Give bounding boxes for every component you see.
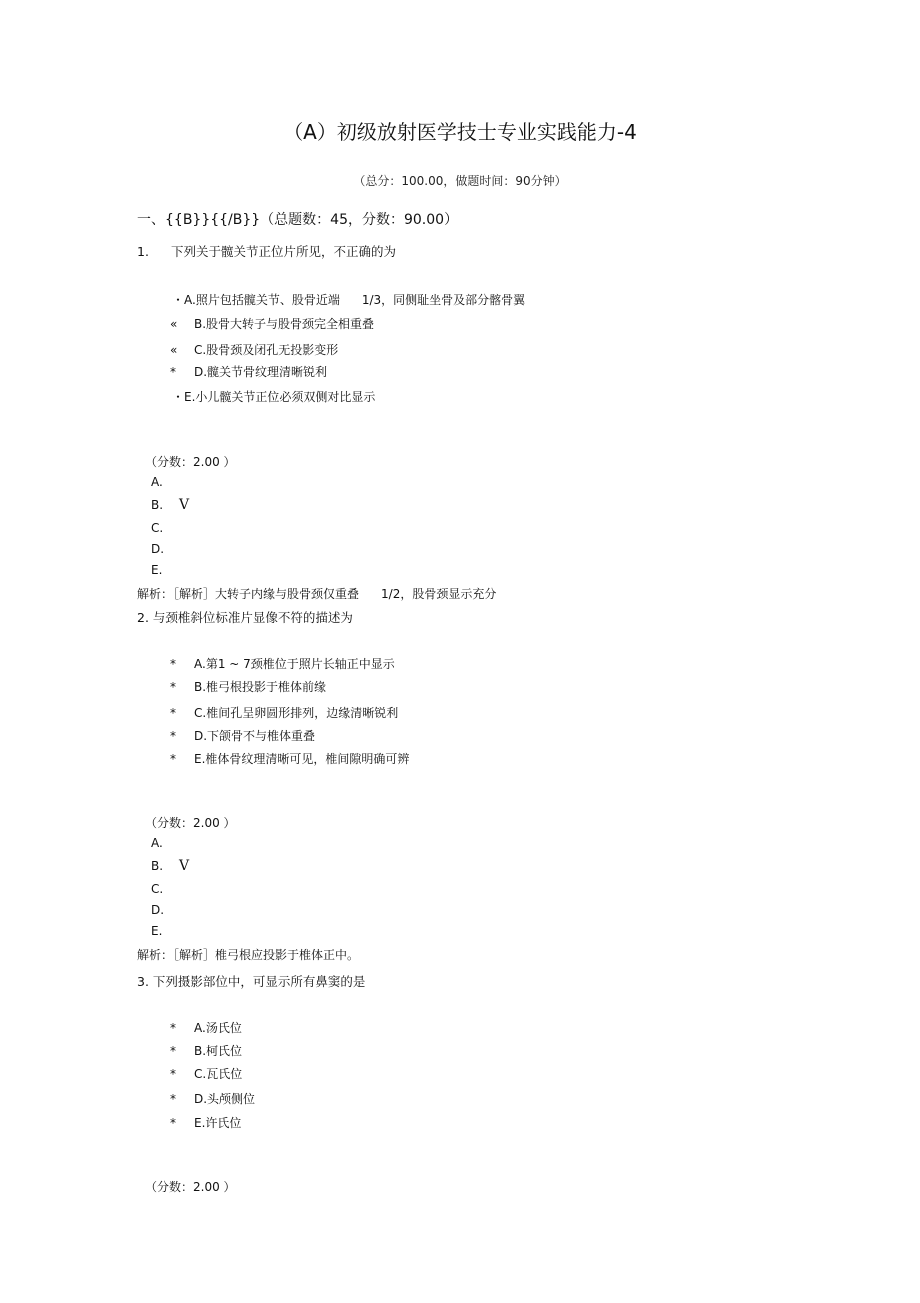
question-1-option-b[interactable] — [170, 315, 374, 332]
question-2-option-e[interactable] — [170, 750, 409, 767]
question-1-text: 下列关于髋关节正位片所见，不正确的为 — [170, 244, 396, 259]
analysis-text: 解析：［解析］大转子内缘与股骨颈仅重叠 — [137, 587, 360, 601]
document-title: （A）初级放射医学技士专业实践能力-4 — [283, 120, 637, 144]
question-1-score: （分数：2.00 ） — [145, 455, 236, 469]
question-1-option-c[interactable] — [170, 341, 338, 358]
question-1-stem — [137, 242, 396, 260]
option-text: D.头颅侧位 — [194, 1092, 256, 1106]
option-bullet: * — [170, 657, 176, 671]
option-text: C.瓦氏位 — [194, 1067, 243, 1081]
option-bullet: * — [170, 680, 176, 694]
question-2-answer-e: E. — [151, 924, 163, 938]
question-1-option-e[interactable] — [172, 388, 375, 405]
question-3-option-c[interactable] — [170, 1065, 242, 1082]
question-2-option-c[interactable] — [170, 704, 398, 721]
question-2-analysis: 解析：［解析］椎弓根应投影于椎体正中。 — [137, 948, 360, 962]
question-2-answer-a: A. — [151, 836, 163, 850]
answer-label: B. — [151, 498, 164, 512]
question-1-answer-b — [151, 497, 189, 513]
option-bullet: ・ — [172, 293, 185, 307]
option-bullet: * — [170, 365, 176, 379]
section-heading: 一、{{B}}{{/B}}（总题数：45，分数：90.00） — [137, 212, 459, 228]
option-bullet: * — [170, 706, 176, 720]
question-2-stem: 2. 与颈椎斜位标准片显像不符的描述为 — [137, 610, 353, 625]
question-1-analysis — [137, 585, 496, 602]
option-bullet: * — [170, 1092, 176, 1106]
option-bullet: * — [170, 1021, 176, 1035]
question-1-option-d[interactable] — [170, 363, 327, 380]
option-text: B.椎弓根投影于椎体前缘 — [194, 680, 327, 694]
option-text-cont: 1/3，同侧耻坐骨及部分髂骨翼 — [361, 293, 526, 307]
question-1-answer-d: D. — [151, 542, 165, 556]
analysis-text-cont: 1/2，股骨颈显示充分 — [381, 587, 497, 601]
document-subtitle: （总分：100.00，做题时间：90分钟） — [353, 174, 567, 188]
option-text: A.汤氏位 — [194, 1021, 242, 1035]
question-3-option-e[interactable] — [170, 1114, 241, 1131]
question-2-answer-d: D. — [151, 903, 165, 917]
option-bullet: « — [170, 317, 178, 331]
question-1-answer-a: A. — [151, 475, 163, 489]
question-2-option-a[interactable] — [170, 655, 395, 672]
option-text: A.照片包括髋关节、股骨近端 — [184, 293, 340, 307]
option-text: D.下颌骨不与椎体重叠 — [194, 729, 316, 743]
question-3-stem: 3. 下列摄影部位中，可显示所有鼻窦的是 — [137, 974, 366, 989]
option-text: D.髋关节骨纹理清晰锐利 — [194, 365, 328, 379]
question-2-answer-c: C. — [151, 882, 164, 896]
question-3-option-b[interactable] — [170, 1042, 242, 1059]
check-mark-icon: V — [179, 497, 190, 513]
option-bullet: * — [170, 1044, 176, 1058]
check-mark-icon: V — [179, 858, 190, 874]
option-bullet: * — [170, 729, 176, 743]
option-text: B.柯氏位 — [194, 1044, 243, 1058]
question-1-number: 1. — [137, 244, 149, 259]
question-2-option-d[interactable] — [170, 727, 315, 744]
question-3-option-d[interactable] — [170, 1090, 255, 1107]
question-1-answer-c: C. — [151, 521, 164, 535]
option-bullet: * — [170, 752, 176, 766]
option-text: A.第1 ~ 7颈椎位于照片长轴正中显示 — [194, 657, 395, 671]
question-2-answer-b — [151, 858, 189, 874]
option-text: E.小儿髋关节正位必须双侧对比显示 — [184, 390, 376, 404]
option-bullet: * — [170, 1067, 176, 1081]
option-text: C.股骨颈及闭孔无投影变形 — [194, 343, 339, 357]
question-1-answer-e: E. — [151, 563, 163, 577]
question-2-option-b[interactable] — [170, 678, 326, 695]
option-bullet: ・ — [172, 390, 185, 404]
option-bullet: * — [170, 1116, 176, 1130]
question-3-option-a[interactable] — [170, 1019, 242, 1036]
option-text: E.许氏位 — [194, 1116, 242, 1130]
option-text: B.股骨大转子与股骨颈完全相重叠 — [194, 317, 375, 331]
option-bullet: « — [170, 343, 178, 357]
option-text: E.椎体骨纹理清晰可见，椎间隙明确可辨 — [194, 752, 410, 766]
answer-label: B. — [151, 859, 164, 873]
question-2-score: （分数：2.00 ） — [145, 816, 236, 830]
option-text: C.椎间孔呈卵圆形排列，边缘清晰锐利 — [194, 706, 399, 720]
question-1-option-a[interactable] — [172, 291, 525, 308]
question-3-score: （分数：2.00 ） — [145, 1180, 236, 1194]
